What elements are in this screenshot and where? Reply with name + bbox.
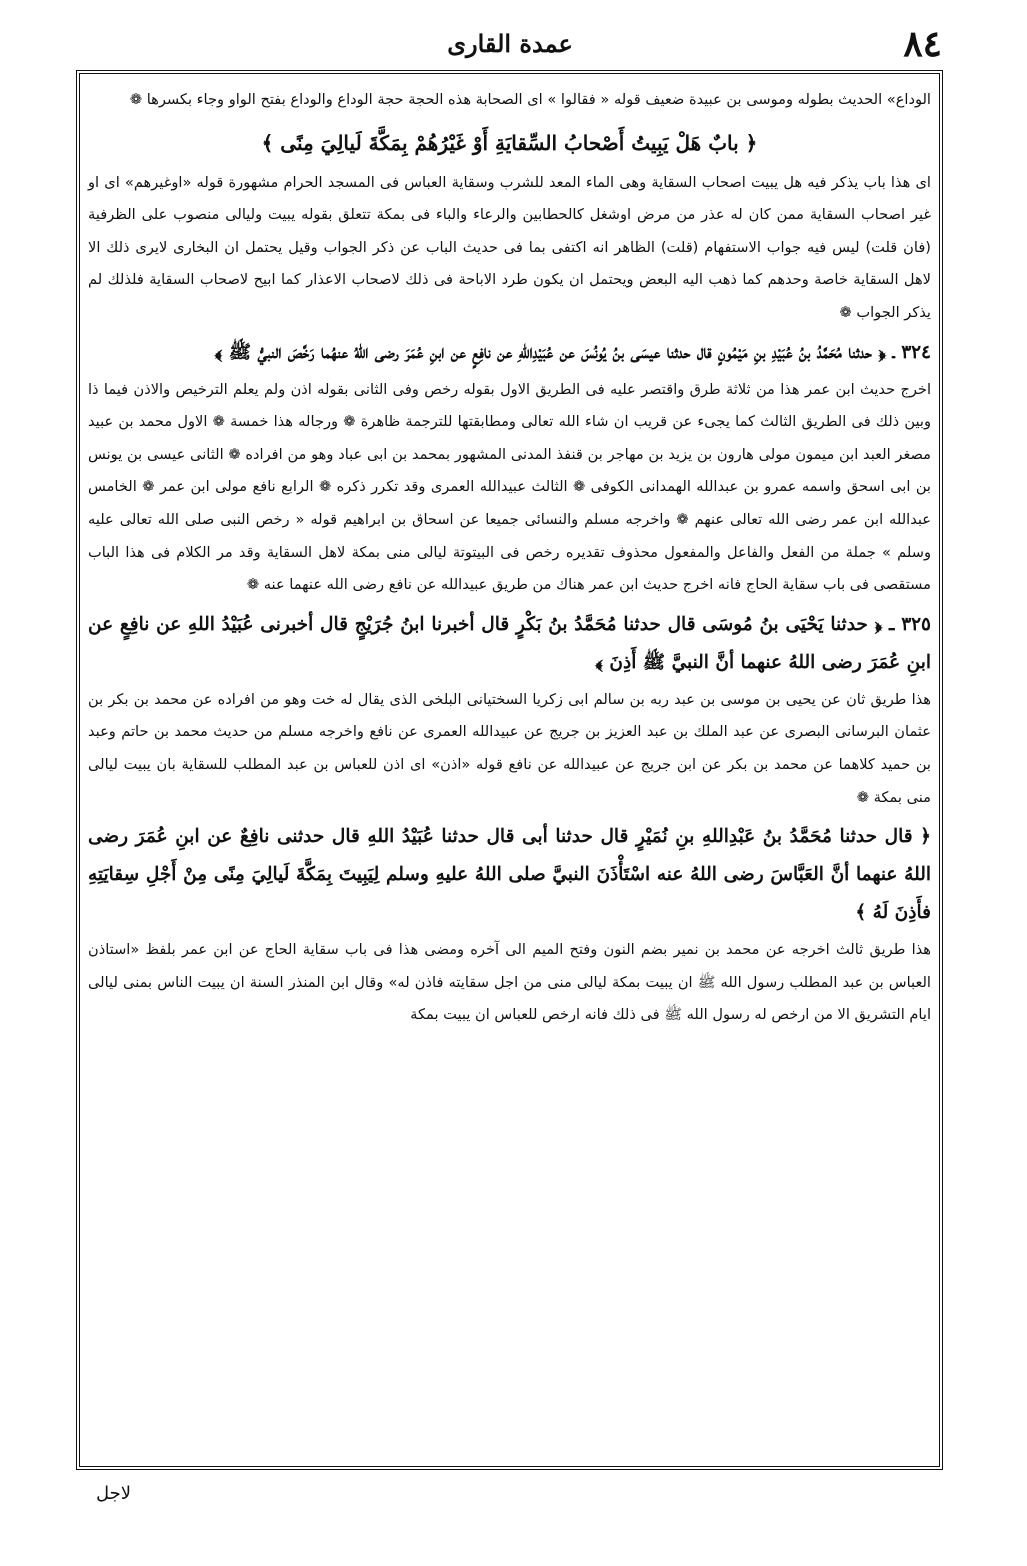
hadith-325: ٣٢٥ ـ ﴿ حدثنا يَحْيَى بنُ مُوسَى قال حدثنا مُحَمَّدُ بنُ بَكْرٍ قال أخبرنا ابنُ جُرَيْجٍ قال أخبرنى عُبَيْدُ اللهِ عن نافِعٍ عن ابنِ عُمَرَ رضى اللهُ عنهما أنَّ النبيَّ ﷺ أَذِنَ ﴾ [88, 613, 931, 673]
commentary-paragraph: الوداع» الحديث بطوله وموسى بن عبيدة ضعيف قوله « فقالوا » اى الصحابة هذه الحجة حجة الوداع والوداع بفتح الواو وجاء بكسرها ❁ [129, 91, 931, 108]
page-body [88, 84, 931, 1032]
chapter-heading: ﴿ بابٌ هَلْ يَبِيتُ أَصْحابُ السِّقايَةِ أَوْ غَيْرُهُمْ بِمَكَّةَ لَيالِيَ مِنًى ﴾ [261, 130, 758, 155]
commentary-paragraph: اى هذا باب يذكر فيه هل يبيت اصحاب السقاية وهى الماء المعد للشرب وسقاية العباس فى المسجد الحرام مشهورة قوله «اوغيرهم» اى او غير اصحاب السقاية ممن كان له عذر من مرض اوشغل كالحطابين والرعاء والباء فى بمكة تتعلق بقوله يبيت وليالى منصوب على الظرفية (فان قلت) ليس فيه جواب الاستفهام (قلت) الظاهر انه اكتفى بما فى حديث الباب عن ذكر الجواب وقيل يحتمل ان البخارى لايرى ذلك الا لاهل السقاية خاصة وحدهم كما ذهب اليه البعض ويحتمل ان يكون طرد الاباحة فى ذلك لاصحاب الاعذار كما ابيح لاصحاب السقاية فلذلك لم يذكر الجواب ❁ [88, 173, 931, 321]
hadith-324: ٣٢٤ ـ ﴿ حدثنا مُحَمَّدُ بنُ عُبَيْدِ بنِ مَيْمُونٍ قال حدثنا عيسَى بنُ يُونُسَ عن عُبَيْدِاللهِ عن نافِعٍ عن ابنِ عُمَرَ رضى اللهُ عنهُما رَخَّصَ النبيُّ ﷺ ﴾ [214, 341, 931, 363]
catchword: لاجل [96, 1483, 132, 1504]
commentary-paragraph: هذا طريق ثالث اخرجه عن محمد بن نمير بضم النون وفتح الميم الى آخره ومضى هذا فى باب سقاية الحاج عن ابن عمر بلفظ «استاذن العباس بن عبد المطلب رسول الله ﷺ ان يبيت بمكة ليالى منى من اجل سقايته فاذن له» وقال ابن المنذر السنة ان يبيت الناس بمنى ليالى ايام التشريق الا من ارخص له رسول الله ﷺ فى ذلك فانه ارخص للعباس ان يبيت بمكة [88, 941, 931, 1024]
commentary-paragraph: اخرج حديث ابن عمر هذا من ثلاثة طرق واقتصر عليه فى الطريق الاول بقوله رخص وفى الثانى بقوله اذن ولم يعلم الترخيص والاذن فيما ذا وبين ذلك فى الطريق الثالث كما يجىء عن قريب ان شاء الله تعالى ومطابقتها للترجمة ظاهرة ❁ ورجاله هذا خمسة ❁ الاول محمد بن عبيد مصغر العبد ابن ميمون مولى هارون بن يزيد بن مهاجر بن قنفذ المدنى المشهور بمحمد بن ابى عباد وهو من افراده ❁ الثانى عيسى بن يونس بن ابى اسحق واسمه عمرو بن عبدالله الهمدانى الكوفى ❁ الثالث عبيدالله العمرى وقد تكرر ذكره ❁ الرابع نافع مولى ابن عمر ❁ الخامس عبدالله ابن عمر رضى الله تعالى عنهم ❁ واخرجه مسلم والنسائى جميعا عن اسحاق بن ابراهيم قوله « رخص النبى صلى الله تعالى عليه وسلم » جملة من الفعل والفاعل والمفعول محذوف تقديره رخص فى البيتوتة ليالى منى بمكة لاهل السقاية وقد مر الكلام فى هذا الباب مستقصى فى باب سقاية الحاج فانه اخرج حديث ابن عمر هناك من طريق عبيدالله عن نافع رضى الله عنهما عنه ❁ [88, 380, 931, 594]
page-header [60, 22, 960, 66]
hadith-third-chain: ﴿ قال حدثنا مُحَمَّدُ بنُ عَبْدِاللهِ بنِ نُمَيْرٍ قال حدثنا أبى قال حدثنا عُبَيْدُ اللهِ قال حدثنى نافِعٌ عن ابنِ عُمَرَ رضى اللهُ عنهما أنَّ العَبَّاسَ رضى اللهُ عنه اسْتَأْذَنَ النبيَّ صلى اللهُ عليهِ وسلم لِيَبِيتَ بِمَكَّةَ لَيالِيَ مِنًى مِنْ أَجْلِ سِقايَتِهِ فأَذِنَ لَهُ ﴾ [88, 826, 931, 924]
page-number: ٨٤ [903, 23, 942, 65]
commentary-paragraph: هذا طريق ثان عن يحيى بن موسى بن عبد ربه بن سالم ابى زكريا السختيانى البلخى الذى يقال له خت وهو من افراده عن محمد بن بكر بن عثمان البرسانى البصرى عن عبد الملك بن عبد العزيز بن جريج عن عبيدالله العمرى عن نافع واخرجه مسلم من حديث محمد بن حاتم وعبد بن حميد كلاهما عن محمد بن بكر عن ابن جريج عن عبيدالله عن نافع قوله «اذن» اى اذن للعباس بن عبد المطلب للسقاية بان يبيت ليالى منى بمكة ❁ [88, 690, 931, 806]
running-title: عمدة القاری [447, 29, 573, 58]
